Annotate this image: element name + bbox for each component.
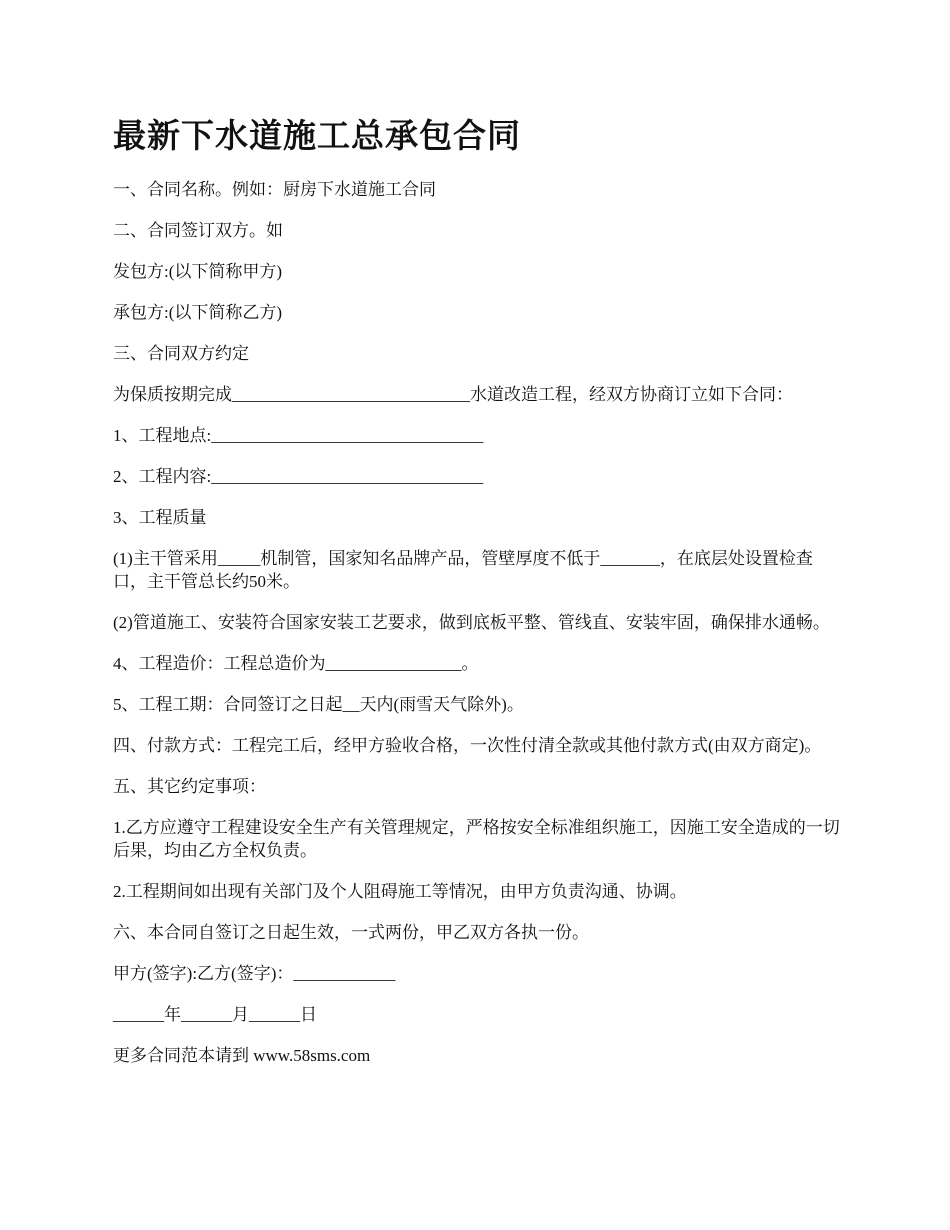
document-title: 最新下水道施工总承包合同: [113, 116, 521, 155]
other-term-2: 2.工程期间如出现有关部门及个人阻碍施工等情况，由甲方负责沟通、协调。: [113, 882, 687, 901]
quality-clause-1: (1)主干管采用_____机制管，国家知名品牌产品，管壁厚度不低于_______，在底层处设置检查口，主干管总长约50米。: [113, 549, 813, 591]
item-5-schedule: 5、工程工期：合同签订之日起__天内(雨雪天气除外)。: [113, 695, 524, 714]
section-2-parties: 二、合同签订双方。如: [113, 221, 283, 240]
item-2-content: 2、工程内容:________________________________: [113, 467, 484, 486]
footer-more-templates: 更多合同范本请到 www.58sms.com: [113, 1046, 371, 1065]
date-line: ______年______月______日: [113, 1005, 317, 1024]
section-6-effect: 六、本合同自签订之日起生效，一式两份，甲乙双方各执一份。: [113, 923, 589, 942]
section-3-agreement: 三、合同双方约定: [113, 344, 249, 363]
signature-line: 甲方(签字):乙方(签字)：____________: [113, 964, 396, 983]
quality-clause-2: (2)管道施工、安装符合国家安装工艺要求，做到底板平整、管线直、安装牢固，确保排水通畅。: [113, 613, 830, 632]
document-page: [113, 110, 843, 1085]
item-1-location: 1、工程地点:________________________________: [113, 426, 484, 445]
party-b-line: 承包方:(以下简称乙方): [113, 303, 283, 322]
agreement-intro: 为保质按期完成____________________________水道改造工程，经双方协商订立如下合同：: [113, 385, 793, 404]
section-4-payment: 四、付款方式：工程完工后，经甲方验收合格，一次性付清全款或其他付款方式(由双方商定)。: [113, 736, 822, 755]
section-5-other-terms: 五、其它约定事项：: [113, 777, 266, 796]
section-1-contract-name: 一、合同名称。例如：厨房下水道施工合同: [113, 180, 436, 199]
item-3-quality: 3、工程质量: [113, 508, 207, 527]
item-4-cost: 4、工程造价：工程总造价为________________。: [113, 654, 479, 673]
other-term-1: 1.乙方应遵守工程建设安全生产有关管理规定，严格按安全标准组织施工，因施工安全造成的一切后果，均由乙方全权负责。: [113, 818, 840, 860]
party-a-line: 发包方:(以下简称甲方): [113, 262, 283, 281]
